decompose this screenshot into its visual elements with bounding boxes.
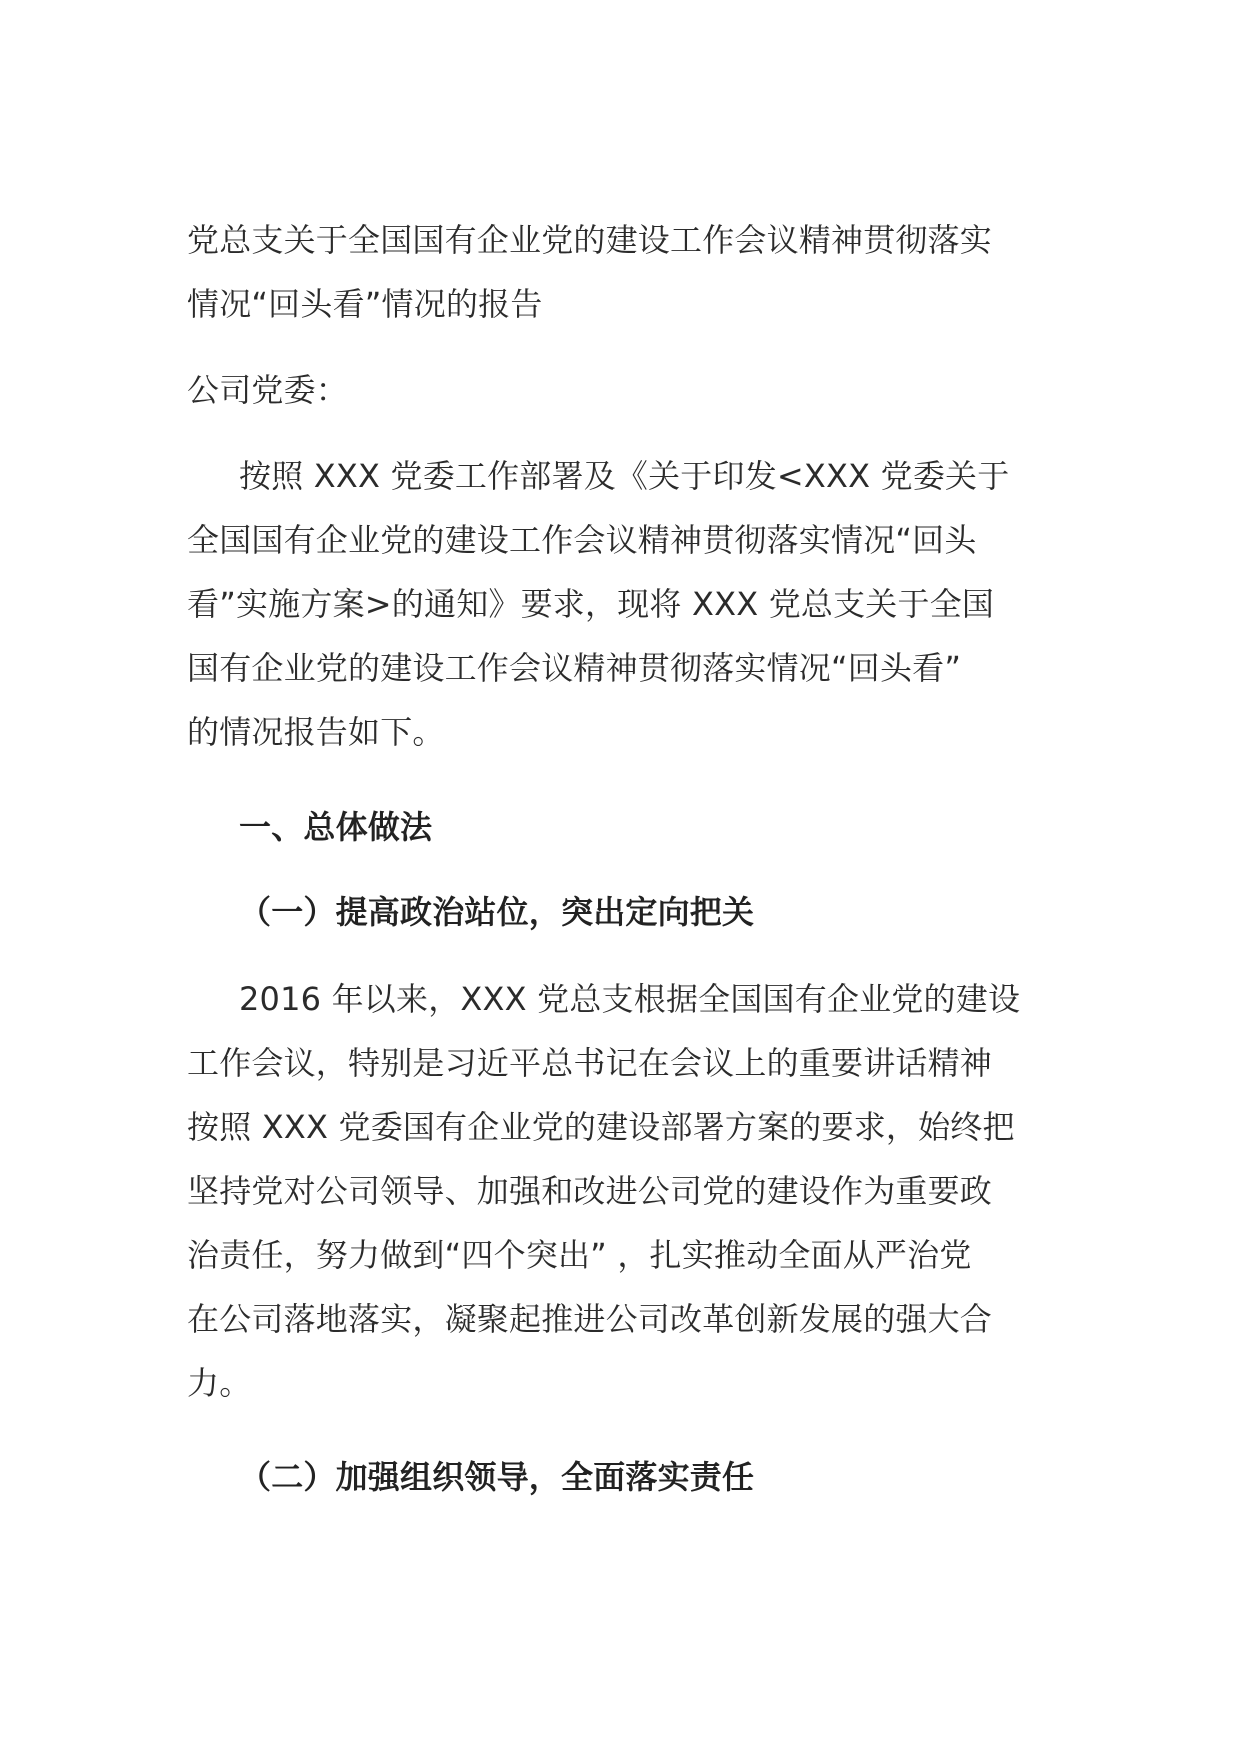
document-title <box>187 208 1057 336</box>
paragraph-line: 坚持党对公司领导、加强和改进公司党的建设作为重要政 <box>187 1172 993 1210</box>
title-line: 情况“回头看”情况的报告 <box>187 285 543 323</box>
paragraph-line: 力。 <box>187 1364 252 1402</box>
paragraph-line: 在公司落地落实，凝聚起推进公司改革创新发展的强大合 <box>187 1300 993 1338</box>
title-line: 党总支关于全国国有企业党的建设工作会议精神贯彻落实 <box>187 221 993 259</box>
salutation <box>187 358 1057 422</box>
paragraph-line: 的情况报告如下。 <box>187 713 445 751</box>
paragraph-line: 按照 XXX 党委工作部署及《关于印发<XXX 党委关于 <box>239 457 1010 495</box>
subsection-heading <box>187 1445 1057 1509</box>
section-heading-text: 一、总体做法 <box>239 808 433 846</box>
paragraph-line: 看”实施方案>的通知》要求，现将 XXX 党总支关于全国 <box>187 585 995 623</box>
paragraph-line: 国有企业党的建设工作会议精神贯彻落实情况“回头看” <box>187 649 962 687</box>
subsection-heading-text: （二）加强组织领导，全面落实责任 <box>239 1458 755 1496</box>
subsection-heading <box>187 880 1057 944</box>
section-heading <box>187 795 1057 859</box>
paragraph-line: 工作会议，特别是习近平总书记在会议上的重要讲话精神 <box>187 1044 993 1082</box>
paragraph-line: 2016 年以来，XXX 党总支根据全国国有企业党的建设 <box>239 980 1021 1018</box>
paragraph-line: 治责任，努力做到“四个突出” ，扎实推动全面从严治党 <box>187 1236 972 1274</box>
subsection-heading-text: （一）提高政治站位，突出定向把关 <box>239 893 755 931</box>
paragraph-line: 按照 XXX 党委国有企业党的建设部署方案的要求，始终把 <box>187 1108 1015 1146</box>
section-paragraph <box>187 967 1057 1415</box>
intro-paragraph <box>187 444 1057 764</box>
salutation-text: 公司党委： <box>187 371 349 409</box>
paragraph-line: 全国国有企业党的建设工作会议精神贯彻落实情况“回头 <box>187 521 977 559</box>
